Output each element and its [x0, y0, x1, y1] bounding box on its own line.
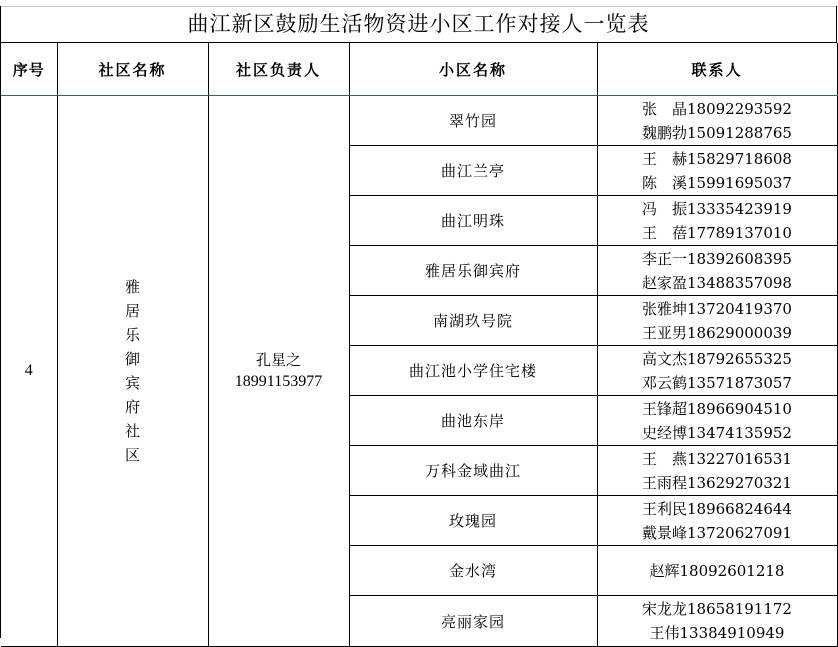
- estate-name-cell[interactable]: 雅居乐御宾府: [349, 246, 597, 296]
- contact-line: 赵家盈13488357098: [642, 273, 792, 292]
- contact-cell[interactable]: [597, 296, 837, 346]
- contact-line: 张雅坤13720419370: [642, 299, 792, 318]
- contact-cell[interactable]: [597, 496, 837, 546]
- estate-name-cell[interactable]: 金水湾: [349, 546, 597, 596]
- contact-cell[interactable]: [597, 346, 837, 396]
- leader-cell[interactable]: [208, 96, 349, 647]
- contact-line: 张 晶18092293592: [642, 99, 792, 118]
- contact-sheet: [0, 6, 837, 642]
- contact-cell[interactable]: [597, 246, 837, 296]
- contact-line: 李正一18392608395: [642, 249, 792, 268]
- contact-line: 王 赫15829718608: [642, 149, 792, 168]
- estate-name-cell[interactable]: 曲江明珠: [349, 196, 597, 246]
- community-name: 雅居乐御宾府社区: [124, 278, 140, 464]
- contact-table: [1, 43, 838, 647]
- header-seq[interactable]: 序号: [1, 43, 57, 96]
- contact-cell[interactable]: [597, 196, 837, 246]
- contact-line: 王伟13384910949: [649, 624, 785, 642]
- contact-cell[interactable]: [597, 146, 837, 196]
- contact-line: 王锋超18966904510: [642, 399, 792, 418]
- community-cell[interactable]: [57, 96, 208, 647]
- header-leader[interactable]: 社区负责人: [208, 43, 349, 96]
- leader-name: 孔星之: [255, 351, 301, 369]
- seq-cell[interactable]: 4: [1, 96, 57, 647]
- sheet-title: 曲江新区鼓励生活物资进小区工作对接人一览表: [1, 6, 837, 43]
- header-community[interactable]: 社区名称: [57, 43, 208, 96]
- contact-line: 冯 振13335423919: [642, 199, 792, 218]
- contact-cell[interactable]: [597, 396, 837, 446]
- estate-name-cell[interactable]: 南湖玖号院: [349, 296, 597, 346]
- leader-phone: 18991153977: [234, 373, 323, 390]
- estate-name-cell[interactable]: 玫瑰园: [349, 496, 597, 546]
- estate-name-cell[interactable]: 万科金域曲江: [349, 446, 597, 496]
- contact-line: 陈 溪15991695037: [642, 173, 792, 192]
- contact-line: 史经博13474135952: [642, 423, 792, 442]
- header-contact[interactable]: 联系人: [597, 43, 837, 96]
- contact-line: 王利民18966824644: [642, 499, 792, 518]
- contact-line: 宋龙龙18658191172: [642, 600, 792, 618]
- header-estate[interactable]: 小区名称: [349, 43, 597, 96]
- estate-name-cell[interactable]: 亮丽家园: [349, 596, 597, 647]
- estate-name-cell[interactable]: 曲池东岸: [349, 396, 597, 446]
- contact-cell[interactable]: [597, 446, 837, 496]
- contact-cell[interactable]: [597, 96, 837, 146]
- contact-line: 王亚男18629000039: [642, 323, 792, 342]
- contact-line: 魏鹏勃15091288765: [642, 123, 792, 142]
- table-row: [1, 96, 837, 146]
- estate-name-cell[interactable]: 翠竹园: [349, 96, 597, 146]
- contact-line: 邓云鹤13571873057: [642, 373, 792, 392]
- contact-line: 赵辉18092601218: [649, 561, 785, 580]
- contact-cell[interactable]: [597, 596, 837, 647]
- contact-line: 王雨程13629270321: [642, 473, 792, 492]
- contact-line: 戴景峰13720627091: [642, 523, 792, 542]
- contact-line: 王 蓓17789137010: [642, 223, 792, 242]
- estate-name-cell[interactable]: 曲江池小学住宅楼: [349, 346, 597, 396]
- header-row: [1, 43, 837, 96]
- contact-cell[interactable]: [597, 546, 837, 596]
- contact-line: 高文杰18792655325: [642, 349, 792, 368]
- contact-line: 王 燕13227016531: [642, 449, 792, 468]
- estate-name-cell[interactable]: 曲江兰亭: [349, 146, 597, 196]
